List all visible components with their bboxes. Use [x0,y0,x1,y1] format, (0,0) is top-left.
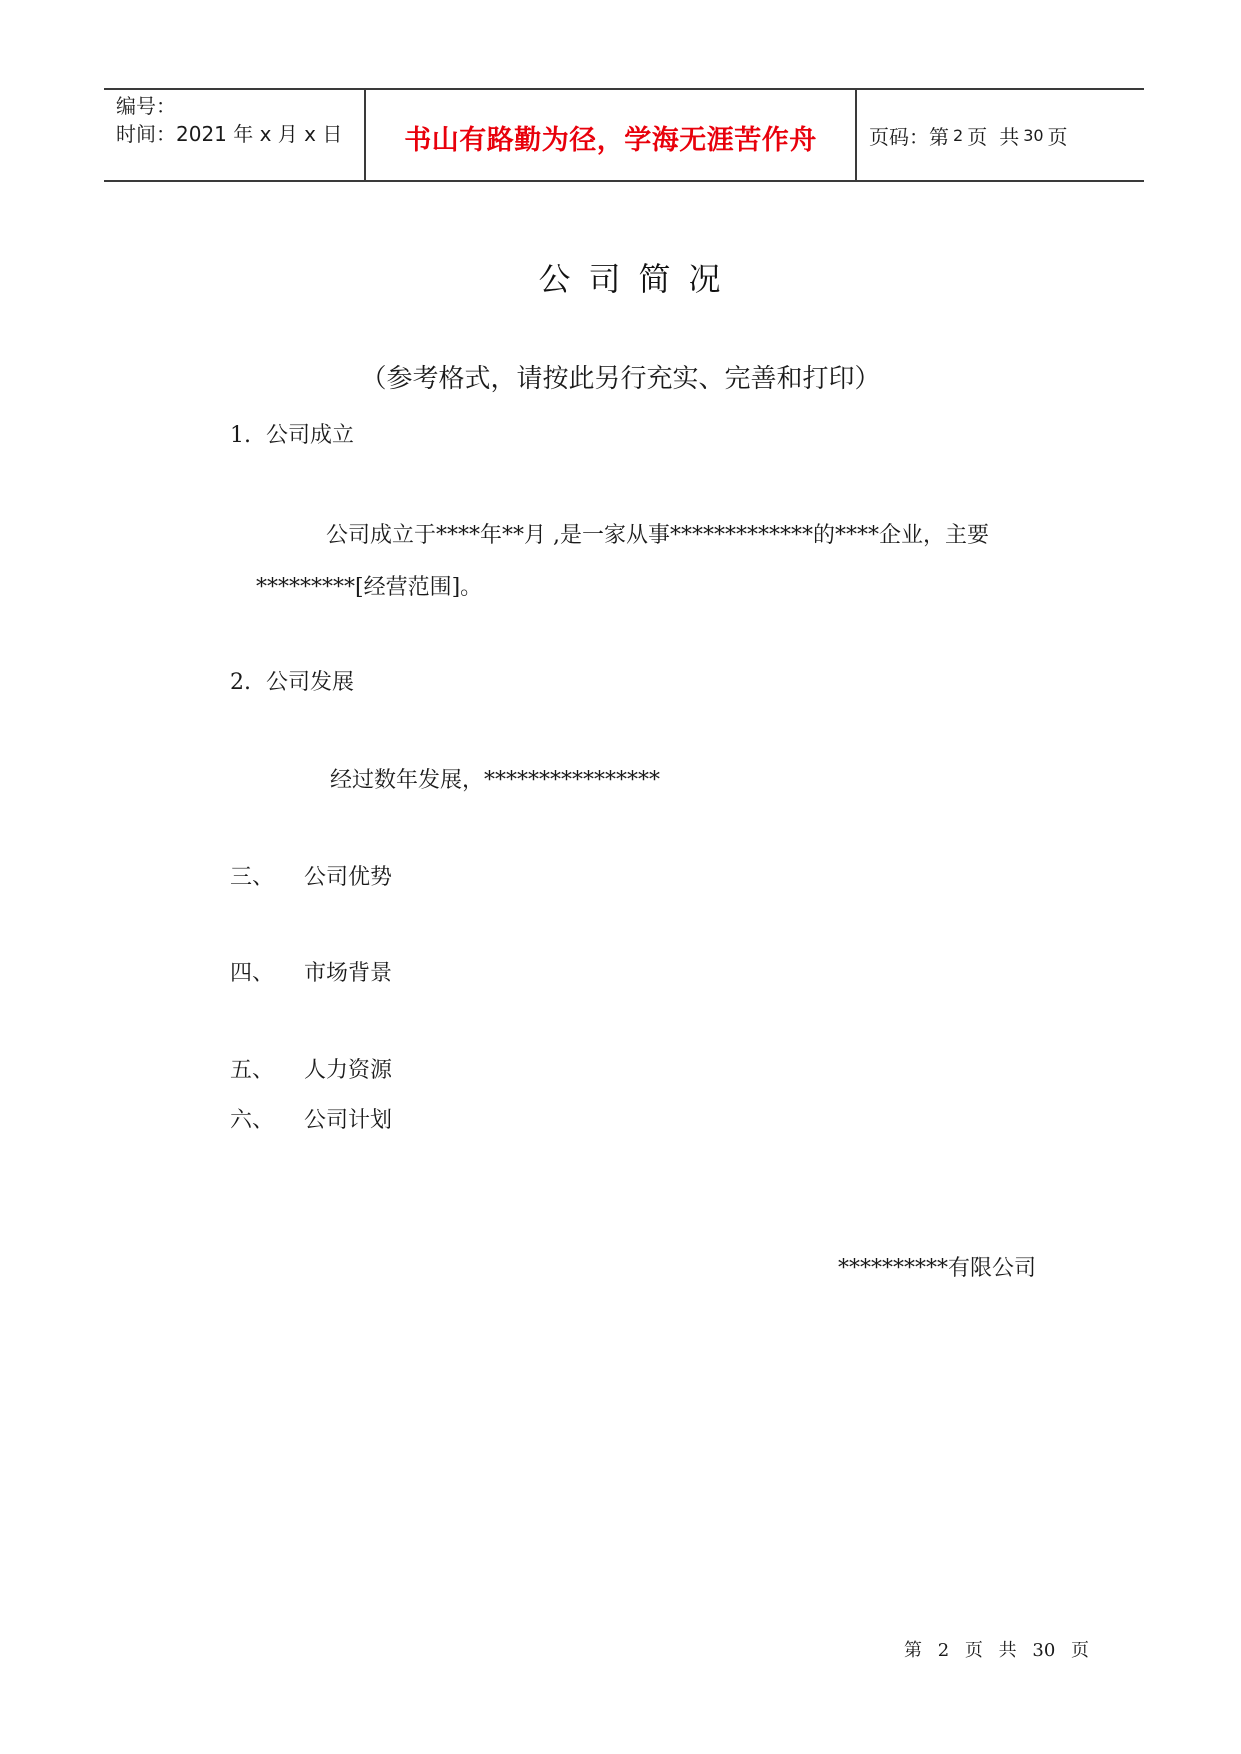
section-heading [230,418,354,449]
footer-total-prefix: 共 [998,1640,1017,1661]
section-number: 五、 [230,1058,275,1083]
number-label: 编号： [116,94,176,118]
page-current: 2 [953,125,964,145]
section-heading [230,665,354,696]
footer-total: 30 [1032,1640,1056,1661]
page-suffix: 页 [1047,124,1068,149]
footer-mid: 页 [964,1640,983,1661]
page-title: 公司简况 [538,260,739,298]
section-number: 六、 [230,1108,275,1133]
footer-prefix: 第 [904,1640,922,1661]
section-heading [230,956,392,987]
section-paragraph-line: *********[经营范围]。 [256,575,483,600]
time-label: 时间：2021 年 x 月 x 日 [116,122,343,146]
section-paragraph-line: 经过数年发展，**************** [330,768,661,793]
section-number: 2. [230,670,251,695]
page-prefix: 页码：第 [869,124,949,149]
section-heading [230,1053,392,1084]
section-title: 人力资源 [304,1058,393,1083]
page-total: 30 [1023,125,1044,145]
section-heading [230,860,392,891]
section-title: 公司发展 [266,670,355,695]
section-title: 公司成立 [266,423,355,448]
header-meta-cell [104,90,366,180]
section-heading [230,1103,392,1134]
section-paragraph-line: 公司成立于****年**月 ,是一家从事*************的****企业，主要 [326,523,989,548]
page-footer [904,1636,1089,1662]
section-title: 公司计划 [304,1108,393,1133]
document-header [104,88,1144,182]
footer-current: 2 [937,1640,950,1661]
page-total-prefix: 共 [999,124,1020,149]
section-number: 三、 [230,865,275,890]
page-subtitle: （参考格式，请按此另行充实、完善和打印） [360,364,881,394]
motto-text: 书山有路勤为径，学海无涯苦作舟 [404,124,817,156]
page-mid: 页 [967,124,988,149]
company-signature: **********有限公司 [838,1256,1037,1281]
footer-suffix: 页 [1071,1640,1090,1661]
section-title: 市场背景 [304,961,393,986]
section-title: 公司优势 [304,865,393,890]
header-page-cell [857,90,1144,180]
header-motto-cell [366,90,857,180]
section-number: 1. [230,423,251,448]
section-number: 四、 [230,961,275,986]
